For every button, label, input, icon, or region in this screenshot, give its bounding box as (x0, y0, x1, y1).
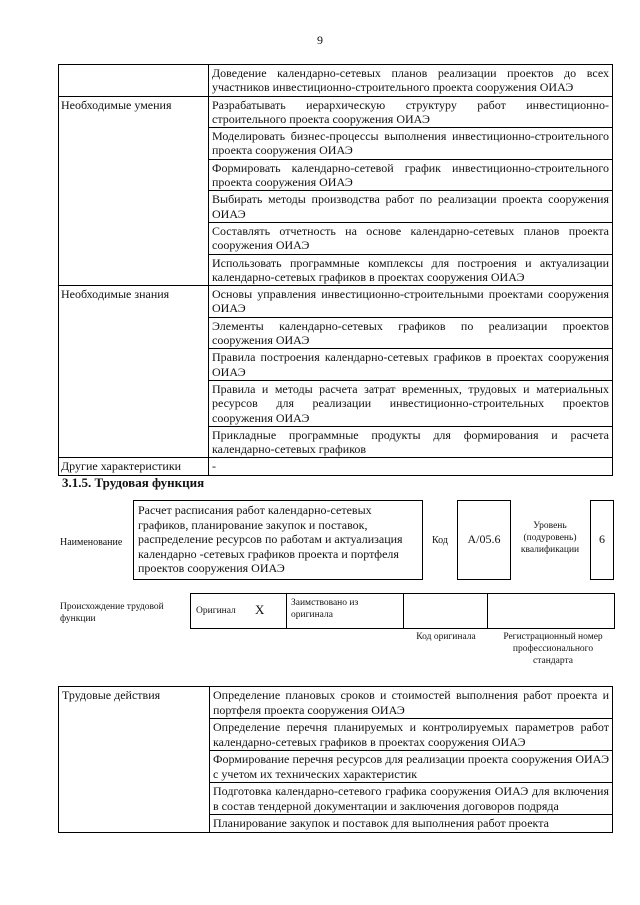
action-item: Определение плановых сроков и стоимостей выполнения работ проекта и портфеля проекта сооружения ОИАЭ (210, 687, 613, 719)
knowledge-item: Элементы календарно-сетевых графиков по реализации проектов сооружения ОИАЭ (209, 317, 613, 349)
skill-item: Разрабатывать иерархическую структуру работ инвестиционно-строительного проекта сооружения ОИАЭ (209, 96, 613, 128)
name-label: Наименование (60, 537, 123, 548)
table-cell-empty (59, 65, 209, 97)
reg-number-caption: Регистрационный номер профессионального стандарта (503, 632, 603, 666)
knowledge-label: Необходимые знания (59, 286, 209, 458)
qualification-level-value: 6 (599, 532, 605, 546)
skill-item: Формировать календарно-сетевой график инвестиционно-строительного проекта сооружения ОИАЭ (209, 159, 613, 191)
labor-actions-label: Трудовые действия (59, 687, 210, 833)
original-label: Оригинал (196, 606, 236, 616)
original-mark: X (255, 602, 265, 617)
page-number: 9 (317, 33, 323, 47)
action-item: Планирование закупок и поставок для выполнения работ проекта (210, 815, 613, 833)
other-characteristics-value: - (209, 458, 613, 475)
code-label: Код (432, 535, 448, 546)
table-row (59, 65, 613, 97)
origin-label: Происхождение трудовой функции (60, 602, 164, 624)
function-name-box (133, 500, 423, 580)
original-box (190, 593, 288, 629)
code-original-caption: Код оригинала (416, 632, 476, 642)
table-row (59, 96, 613, 128)
skill-item: Составлять отчетность на основе календарно-сетевых планов проекта сооружения ОИАЭ (209, 222, 613, 254)
knowledge-item: Основы управления инвестиционно-строительными проектами сооружения ОИАЭ (209, 286, 613, 318)
knowledge-item: Правила и методы расчета затрат временных, трудовых и материальных ресурсов для реализации инвестиционно-строительных проектов сооружения ОИАЭ (209, 380, 613, 426)
knowledge-item: Прикладные программные продукты для формирования и расчета календарно-сетевых графиков (209, 426, 613, 458)
labor-actions-table (58, 686, 613, 833)
action-item: Формирование перечня ресурсов для реализации проекта сооружения ОИАЭ с учетом их технических характеристик (210, 751, 613, 783)
section-title: 3.1.5. Трудовая функция (62, 475, 205, 490)
function-name-value: Расчет расписания работ календарно-сетевых графиков, планирование закупок и поставок, распределение ресурсов по работам и актуализация календарно -сетевых графиков проекта и портфеля проектов сооружения ОИАЭ (138, 503, 403, 576)
competency-table (58, 64, 613, 476)
skill-item: Использовать программные комплексы для построения и актуализации календарно-сетевых графиков в проектах сооружения ОИАЭ (209, 254, 613, 286)
code-original-box (403, 593, 489, 629)
qualification-level-box (590, 500, 614, 580)
action-item: Определение перечня планируемых и контролируемых параметров работ календарно-сетевых графиков в проектах сооружения ОИАЭ (210, 719, 613, 751)
borrowed-label: Заимствовано из оригинала (291, 598, 359, 620)
skill-item: Выбирать методы производства работ по реализации проекта сооружения ОИАЭ (209, 191, 613, 223)
reg-number-box (487, 593, 615, 629)
code-box (457, 500, 511, 580)
table-row (59, 458, 613, 475)
table-cell: Доведение календарно-сетевых планов реализации проектов до всех участников инвестиционно-строительного проекта сооружения ОИАЭ (209, 65, 613, 97)
skills-label: Необходимые умения (59, 96, 209, 286)
table-row (59, 687, 613, 719)
code-value: A/05.6 (467, 532, 501, 546)
action-item: Подготовка календарно-сетевого графика сооружения ОИАЭ для включения в состав тендерной документации и заключения договоров подряда (210, 783, 613, 815)
other-characteristics-label: Другие характеристики (59, 458, 209, 475)
borrowed-box (286, 593, 405, 629)
qualification-level-label: Уровень (подуровень) квалификации (520, 521, 580, 555)
table-row (59, 286, 613, 318)
skill-item: Моделировать бизнес-процессы выполнения инвестиционно-строительного проекта сооружения ОИАЭ (209, 128, 613, 160)
knowledge-item: Правила построения календарно-сетевых графиков в проектах сооружения ОИАЭ (209, 349, 613, 381)
